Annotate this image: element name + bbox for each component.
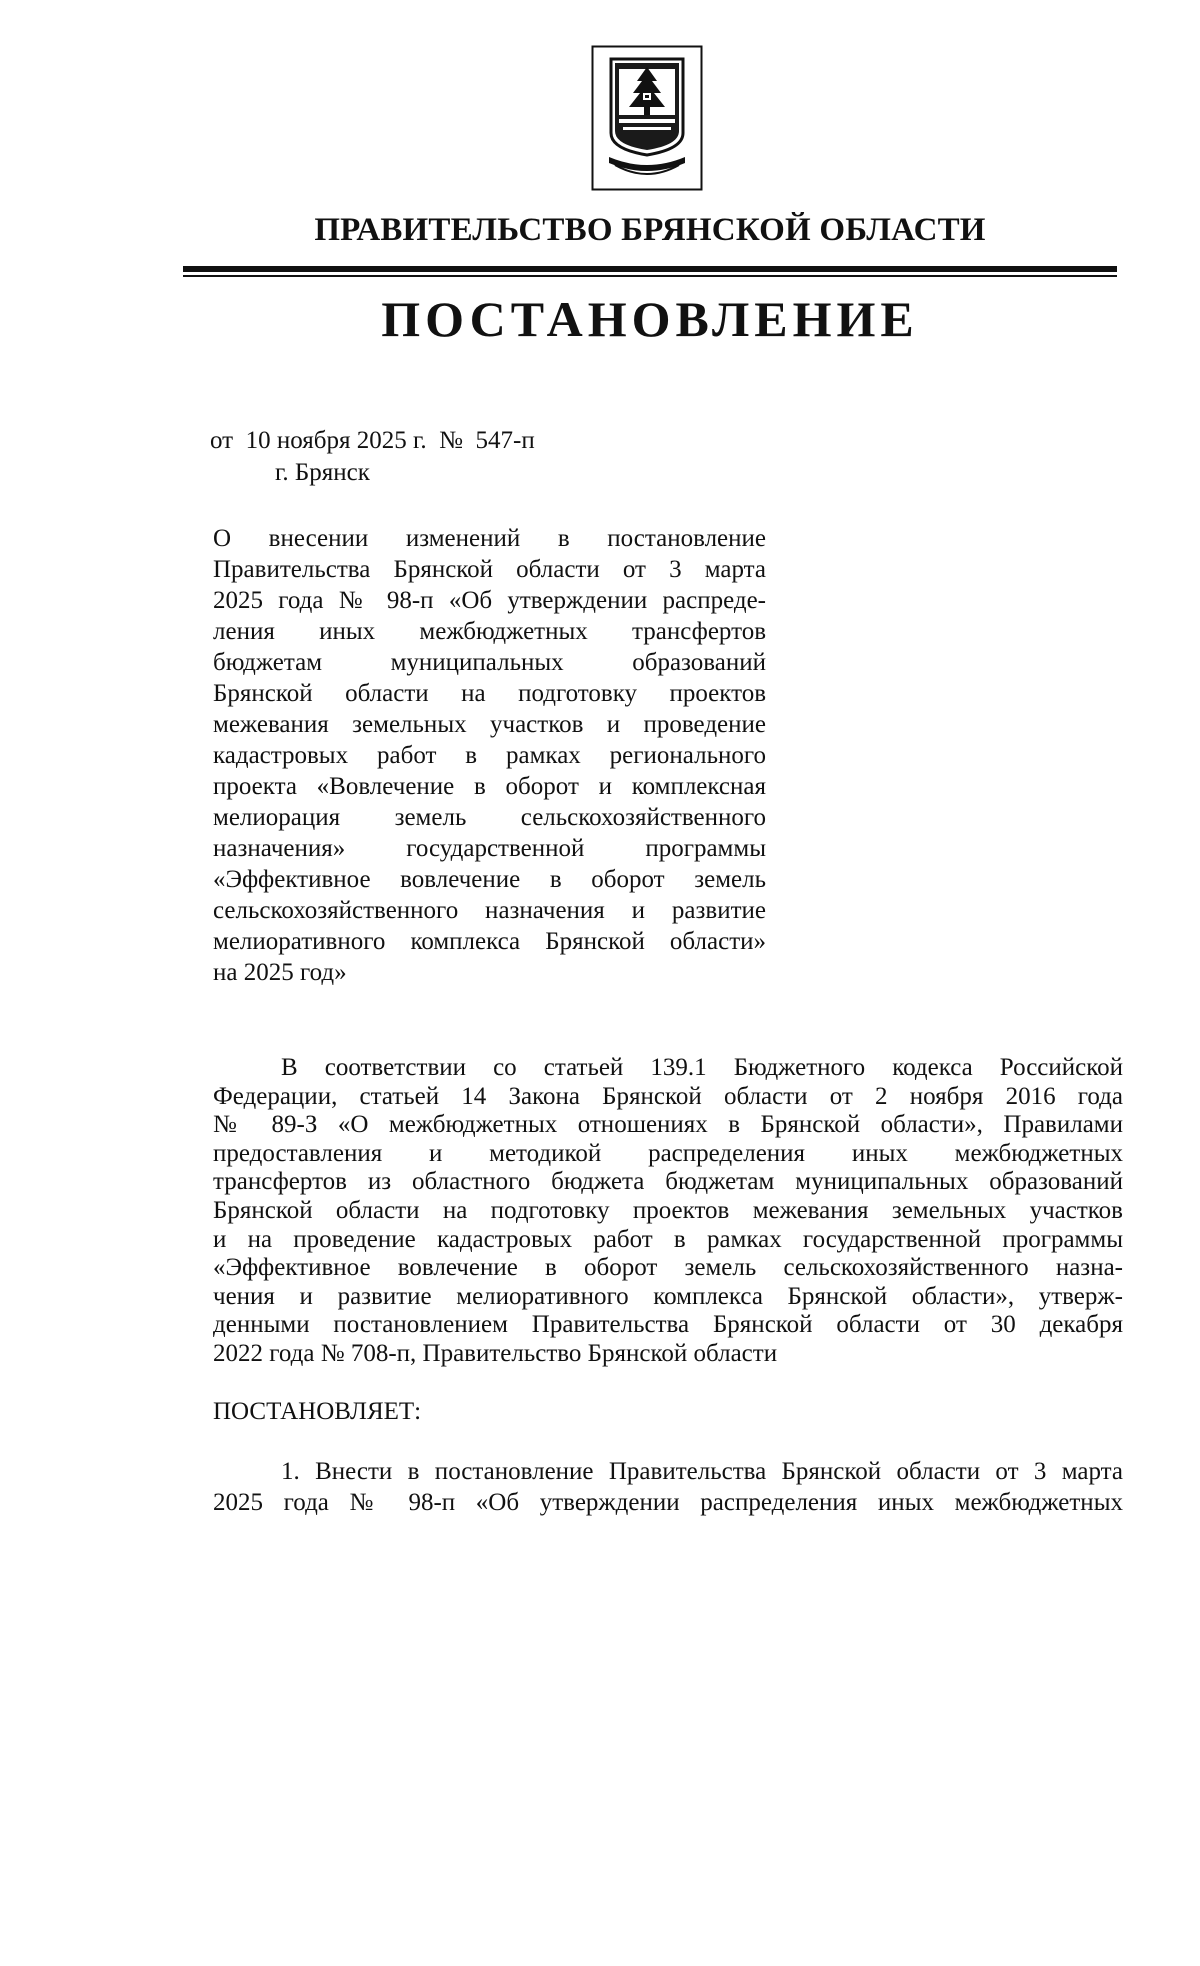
subject-line: назначения» государственной программы [213, 835, 766, 862]
preamble-line: 2022 года № 708-п, Правительство Брянской области [213, 1339, 778, 1367]
subject-line: на 2025 год» [213, 959, 347, 986]
subject-line: Брянской области на подготовку проектов [213, 680, 766, 707]
subject-line: ления иных межбюджетных трансфертов [213, 618, 766, 645]
preamble-line: Брянской области на подготовку проектов межевания земельных участков [213, 1196, 1123, 1224]
subject-line: мелиоративного комплекса Брянской области» [213, 928, 766, 955]
subject-line: межевания земельных участков и проведение [213, 711, 766, 738]
subject-line: кадастровых работ в рамках регионального [213, 742, 766, 769]
subject-line: мелиорация земель сельскохозяйственного [213, 804, 766, 831]
clause-line: 1. Внести в постановление Правительства Брянской области от 3 марта [281, 1458, 1123, 1485]
preamble-paragraph [213, 1054, 1123, 1369]
preamble-line: денными постановлением Правительства Брянской области от 30 декабря [213, 1311, 1123, 1339]
subject-line: бюджетам муниципальных образований [213, 649, 766, 676]
subject-line: О внесении изменений в постановление [213, 525, 766, 552]
document-subject [213, 523, 766, 988]
resolves-heading: ПОСТАНОВЛЯЕТ: [213, 1398, 422, 1425]
preamble-line: трансфертов из областного бюджета бюджетам муниципальных образований [213, 1168, 1123, 1196]
clause-line: 2025 года № 98-п «Об утверждении распределения иных межбюджетных [213, 1489, 1123, 1516]
preamble-line: В соответствии со статьей 139.1 Бюджетного кодекса Российской [281, 1054, 1123, 1081]
header-divider-thin [183, 275, 1117, 277]
header-divider-thick [183, 266, 1117, 272]
subject-line: проекта «Вовлечение в оборот и комплексная [213, 773, 766, 800]
preamble-line: № 89-З «О межбюджетных отношениях в Брянской области», Правилами [213, 1111, 1123, 1139]
preamble-line: чения и развитие мелиоративного комплекса Брянской области», утверж- [213, 1282, 1123, 1310]
clause-1 [213, 1456, 1123, 1518]
preamble-line: и на проведение кадастровых работ в рамках государственной программы [213, 1225, 1123, 1253]
preamble-line: «Эффективное вовлечение в оборот земель сельскохозяйственного назна- [213, 1254, 1123, 1282]
government-title: ПРАВИТЕЛЬСТВО БРЯНСКОЙ ОБЛАСТИ [314, 212, 986, 248]
place-of-issue: г. Брянск [275, 459, 370, 486]
document-type-title: ПОСТАНОВЛЕНИЕ [381, 291, 919, 347]
subject-line: «Эффективное вовлечение в оборот земель [213, 866, 766, 893]
subject-line: сельскохозяйственного назначения и развитие [213, 897, 766, 924]
preamble-line: Федерации, статьей 14 Закона Брянской области от 2 ноября 2016 года [213, 1082, 1123, 1110]
date-and-number: от 10 ноября 2025 г. № 547-п [210, 427, 535, 454]
subject-line: Правительства Брянской области от 3 марта [213, 556, 766, 583]
coat-of-arms-icon [591, 45, 703, 191]
subject-line: 2025 года № 98-п «Об утверждении распреде- [213, 587, 766, 614]
preamble-line: предоставления и методикой распределения иных межбюджетных [213, 1139, 1123, 1167]
